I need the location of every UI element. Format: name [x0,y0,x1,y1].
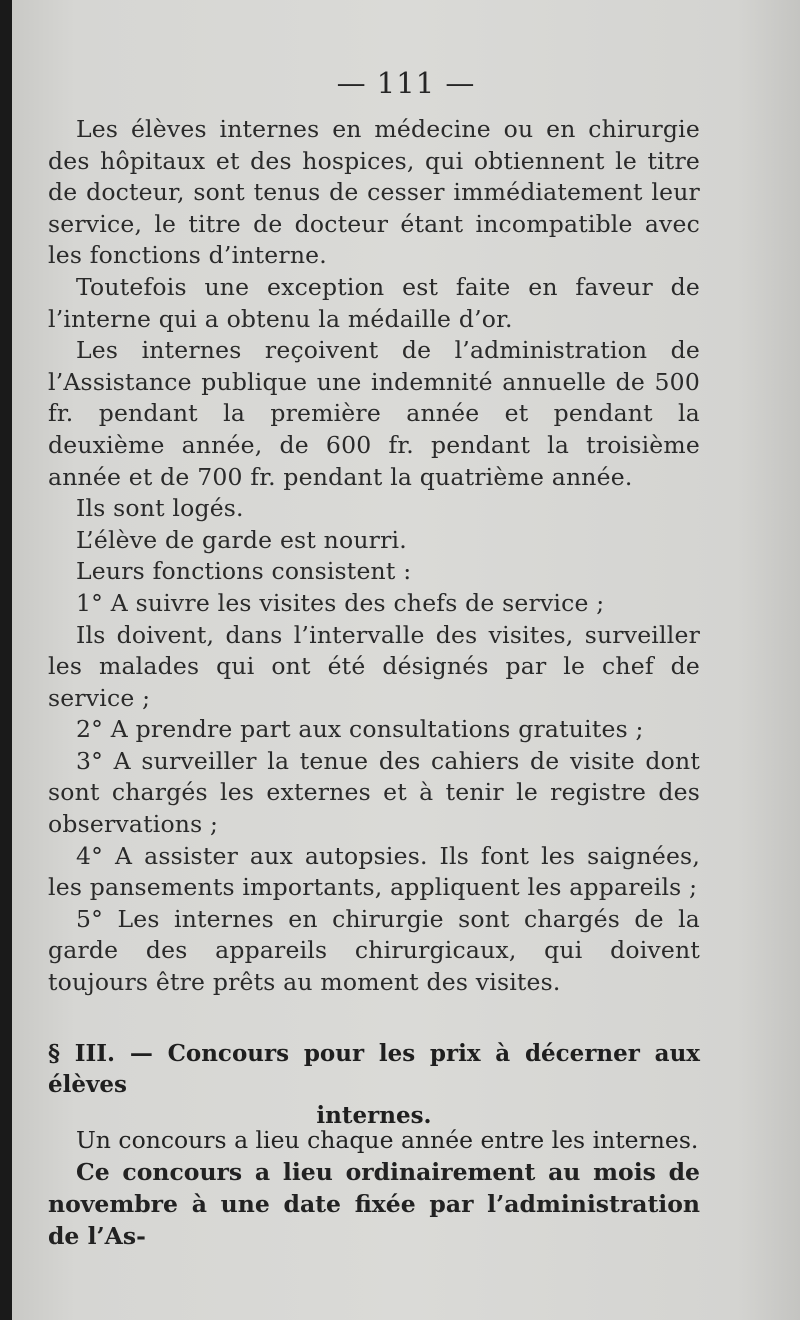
bottom-paragraph-2: Ce concours a lieu ordinairement au mois de novembre à une date fixée par l’administration de l’As- [48,1158,700,1250]
paragraph-3: Les internes reçoivent de l’administration de l’Assistance publique une indemnité annuelle de 500 fr. pendant la première année et pendant la deuxième année, de 600 fr. pendant la troisième année et de 700 fr. pendant la quatrième année. [48,336,700,491]
paragraph-2: Toutefois une exception est faite en faveur de l’interne qui a obtenu la médaille d’or. [48,272,700,333]
paragraph-9: 2° A prendre part aux consultations gratuites ; [76,715,644,744]
paragraph-1: Les élèves internes en médecine ou en chirurgie des hôpitaux et des hospices, qui obtiennent le titre de docteur, sont tenus de cesser immédiatement leur service, le titre de docteur étant incompatible avec les fonctions d’interne. [48,115,700,270]
section-heading-line-1: § III. — Concours pour les prix à décerner aux élèves [48,1040,700,1098]
section-heading [48,1038,700,1131]
paragraph-12: 5° Les internes en chirurgie sont chargés de la garde des appareils chirurgicaux, qui doivent toujours être prêts au moment des visites. [48,904,700,997]
paragraph-8: Ils doivent, dans l’intervalle des visites, surveiller les malades qui ont été désignés par le chef de service ; [48,620,700,712]
paragraph-11: 4° A assister aux autopsies. Ils font les saignées, les pansements importants, appliquent les appareils ; [48,841,700,902]
body-text [48,114,700,999]
bottom-paragraph-1: Un concours a lieu chaque année entre les internes. [76,1126,699,1154]
book-page [12,0,800,1320]
bottom-text [48,1124,700,1252]
section-heading-line-2: internes. [316,1102,432,1129]
paragraph-10: 3° A surveiller la tenue des cahiers de visite dont sont chargés les externes et à tenir le registre des observations ; [48,746,700,839]
paragraph-7: 1° A suivre les visites des chefs de service ; [76,588,605,617]
paragraph-4: Ils sont logés. [76,494,244,523]
paragraph-6: Leurs fonctions consistent : [76,557,412,586]
page-number: — 111 — [336,66,476,100]
paragraph-5: L’élève de garde est nourri. [76,525,407,554]
